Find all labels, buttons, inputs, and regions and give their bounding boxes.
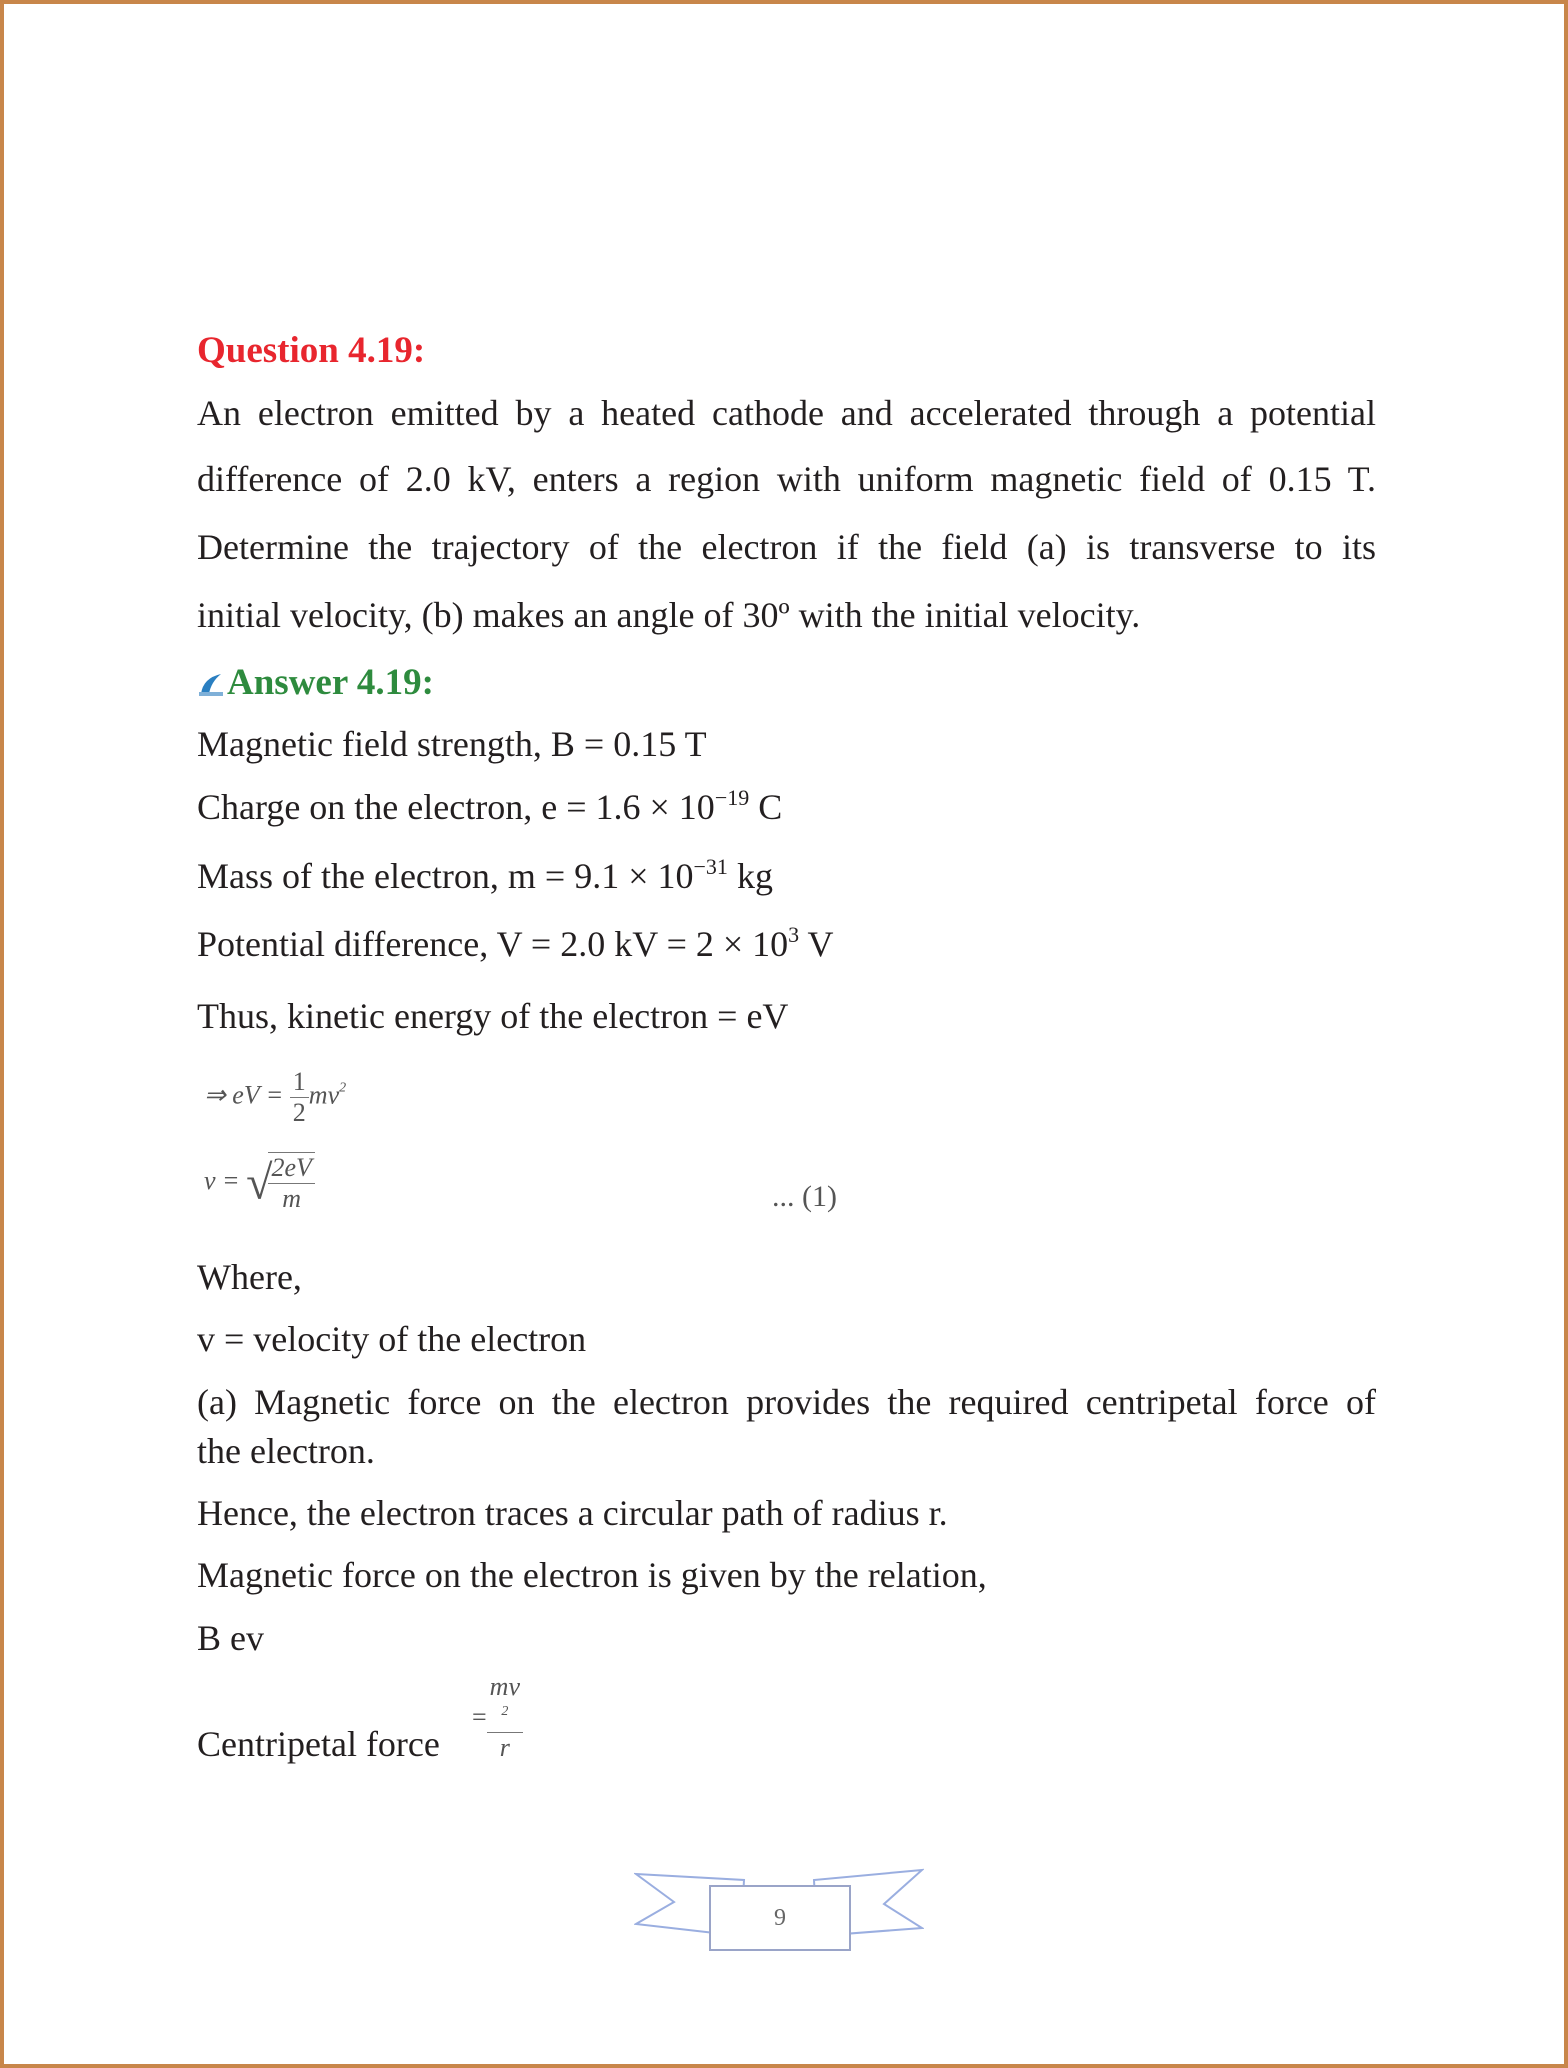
given-charge [197,785,782,829]
answer-line: B ev [197,1618,264,1658]
equation-tag: ... (1) [772,1180,837,1213]
text: V [799,924,834,964]
answer-line: (a) Magnetic force on the electron provides the required centripetal force of [197,1382,1376,1422]
question-line: An electron emitted by a heated cathode and accelerated through a potential [197,393,1376,433]
answer-heading-row [197,660,434,705]
given-b: Magnetic field strength, B = 0.15 T [197,724,707,764]
eq-sign: = [472,1702,487,1732]
equation-velocity [204,1152,315,1214]
text: Charge on the electron, e = 1.6 × 10 [197,787,715,827]
sqrt-icon: √ [246,1156,273,1210]
answer-line: Where, [197,1257,302,1297]
page-number-banner [634,1866,924,1958]
answer-line: Magnetic force on the electron is given by the relation, [197,1555,987,1595]
question-line: initial velocity, (b) makes an angle of 30º with the initial velocity. [197,595,1141,635]
given-mass [197,854,773,898]
given-ke: Thus, kinetic energy of the electron = eV [197,996,789,1036]
equation-centripetal [472,1672,523,1763]
text: mv [489,1672,520,1701]
text: kg [727,856,773,896]
exponent: −31 [693,854,728,879]
denominator: r [499,1733,510,1762]
eq-rhs: mv [308,1080,340,1110]
answer-line: v = velocity of the electron [197,1319,587,1359]
denominator: 2 [292,1098,306,1127]
question-line: difference of 2.0 kV, enters a region with uniform magnetic field of 0.15 T. [197,459,1376,499]
exponent: 2 [339,1080,347,1096]
answer-line: the electron. [197,1431,375,1471]
denominator: m [282,1184,302,1213]
exponent: 2 [501,1704,509,1719]
exponent: 3 [788,922,800,947]
given-pd [197,922,834,966]
numerator: 2eV [268,1153,314,1184]
question-line: Determine the trajectory of the electron if the field (a) is transverse to its [197,527,1376,567]
numerator: 1 [290,1067,309,1098]
answer-line: Hence, the electron traces a circular path of radius r. [197,1493,948,1533]
fraction [268,1152,314,1214]
equation-ke [204,1067,346,1128]
exponent: −19 [714,785,750,810]
answer-heading: Answer 4.19: [227,662,434,703]
text: C [749,787,783,827]
fraction [290,1067,309,1128]
logo-icon [197,664,225,690]
question-heading: Question 4.19: [197,330,426,371]
page-number: 9 [774,1905,786,1931]
fraction [487,1672,523,1763]
eq-lhs: ⇒ eV = [204,1080,284,1110]
centripetal-label: Centripetal force [197,1724,440,1764]
numerator [487,1672,523,1733]
text: Mass of the electron, m = 9.1 × 10 [197,856,694,896]
text: Potential difference, V = 2.0 kV = 2 × 10 [197,924,789,964]
eq-lhs: v = [204,1165,240,1195]
